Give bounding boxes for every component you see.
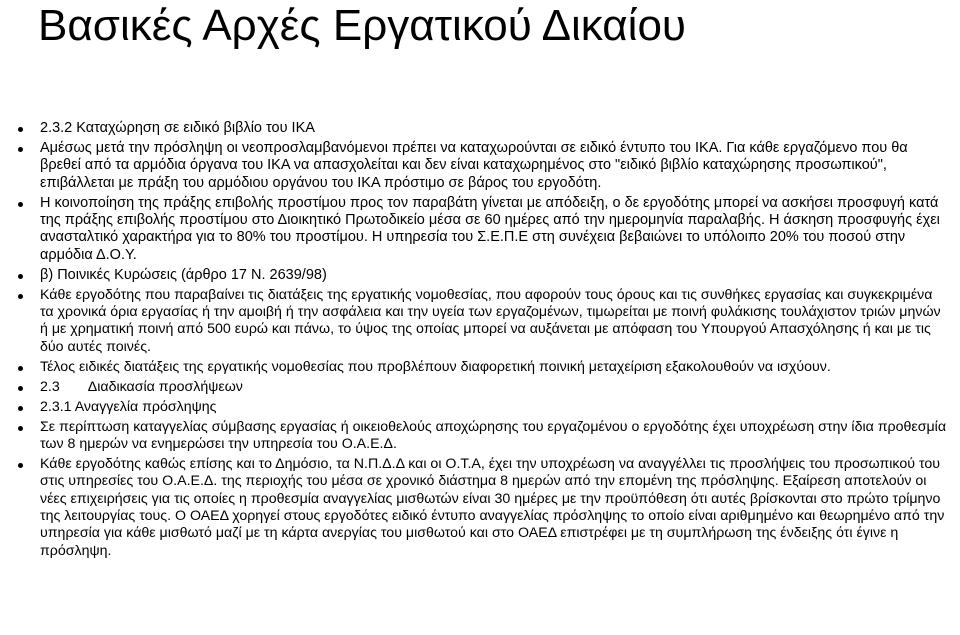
bullet-text: Κάθε εργοδότης καθώς επίσης και το Δημόσιο, τα Ν.Π.Δ.Δ και οι Ο.Τ.Α, έχει την υποχρέωση να αναγγέλλει τις προσλήψεις του προσωπικού του στις υπηρεσίες του Ο.Α.Ε.Δ. της περιοχής του μέσα σε χρονικό διάστημα 8 ημερών από την επομένη της πρόσληψης. Εξαίρεση αποτελούν οι νέες επιχειρήσεις για τις οποίες η προθεσμία αναγγελίας μισθωτών είναι 30 ημέρες με την προϋπόθεση ότι αυτές βρίσκονται στο πρώτο τρίμηνο της λειτουργίας τους. Ο ΟΑΕΔ χορηγεί στους εργοδότες ειδικό έντυπο αναγγελίας πρόσληψης το οποίο είναι αριθμημένο και θεωρημένο από την υπηρεσία για κάθε μισθωτό μαζί με τη κάρτα ανεργίας του μισθωτού και στο ΟΑΕΔ επιστρέφει με τη συμπλήρωση της ένδειξης ότι έγινε η πρόσληψη. — [40, 455, 945, 559]
list-item — [18, 140, 948, 192]
bullet-text: 2.3.2 Καταχώρηση σε ειδικό βιβλίο του ΙΚΑ — [40, 120, 315, 136]
bullet-text: Η κοινοποίηση της πράξης επιβολής προστίμου προς τον παραβάτη γίνεται με απόδειξη, ο δε εργοδότης μπορεί να ασκήσει προσφυγή κατά της πράξης επιβολής προστίμου στο Διοικητικό Πρωτοδικείο μέσα σε 60 ημέρες από την ημερομηνία παραλαβής. Η άσκηση προσφυγής έχει ανασταλτικό χαρακτήρα για το 80% του προστίμου. Η υπηρεσία του Σ.Ε.Π.Ε στη συνέχεια βεβαιώνει το υπόλοιπο 20% του ποσού στην αρμόδια Δ.Ο.Υ. — [40, 194, 940, 263]
bullet-text: 2.3 — [40, 378, 60, 395]
bullet-text: Κάθε εργοδότης που παραβαίνει τις διατάξεις της εργατικής νομοθεσίας, που αφορούν τους όρους και τις συνθήκες εργασίας και συγκεκριμένα τα χρονικά όρια εργασίας ή την αμοιβή ή την ασφάλεια και την υγεία των εργαζομένων, τιμωρείται με ποινή φυλάκισης τουλάχιστον τριών μηνών ή με χρηματική ποινή από 500 ευρώ και πάνω, το ύψος της οποίας μπορεί να αυξάνεται με απόφαση του Υπουργού Απασχόλησης ή και με τις δύο αυτές ποινές. — [40, 286, 941, 355]
list-item — [18, 287, 948, 357]
bullet-icon — [18, 274, 23, 279]
list-item — [18, 419, 948, 454]
bullet-text-suffix: Διαδικασία προσλήψεων — [87, 378, 243, 395]
bullet-icon — [18, 426, 23, 431]
bullet-list — [18, 120, 948, 563]
bullet-icon — [18, 463, 23, 468]
list-item — [18, 195, 948, 265]
bullet-icon — [18, 406, 23, 411]
bullet-icon — [18, 127, 23, 132]
list-item — [18, 456, 948, 560]
bullet-icon — [18, 202, 23, 207]
slide-title: Βασικές Αρχές Εργατικού Δικαίου — [38, 1, 686, 50]
bullet-icon — [18, 386, 23, 391]
bullet-text: 2.3.1 Αναγγελία πρόσληψης — [40, 398, 217, 415]
bullet-icon — [18, 147, 23, 152]
list-item — [18, 399, 948, 416]
list-item — [18, 120, 948, 137]
list-item — [18, 359, 948, 376]
list-item — [18, 379, 948, 396]
bullet-icon — [18, 366, 23, 371]
bullet-icon — [18, 294, 23, 299]
bullet-text: Σε περίπτωση καταγγελίας σύμβασης εργασίας ή οικειοθελούς αποχώρησης του εργαζομένου ο εργοδότης έχει υποχρέωση στην ίδια προθεσμία των 8 ημερών να ενημερώσει την υπηρεσία του Ο.Α.Ε.Δ. — [40, 418, 947, 452]
bullet-text: β) Ποινικές Κυρώσεις (άρθρο 17 Ν. 2639/98) — [40, 266, 327, 283]
bullet-text: Τέλος ειδικές διατάξεις της εργατικής νομοθεσίας που προβλέπουν διαφορετική ποινική μεταχείριση εξακολουθούν να ισχύουν. — [40, 358, 831, 375]
bullet-text: Αμέσως μετά την πρόσληψη οι νεοπροσλαμβανόμενοι πρέπει να καταχωρούνται σε ειδικό έντυπο του ΙΚΑ. Για κάθε εργαζόμενο που θα βρεθεί από τα αρμόδια όργανα του ΙΚΑ να απασχολείται και δεν είναι καταχωρημένος στο "ειδικό βιβλίο καταχώρησης προσωπικού", επιβάλλεται με πράξη του αρμόδιου οργάνου του ΙΚΑ πρόστιμο σε βάρος του εργοδότη. — [40, 139, 908, 191]
list-item — [18, 267, 948, 284]
